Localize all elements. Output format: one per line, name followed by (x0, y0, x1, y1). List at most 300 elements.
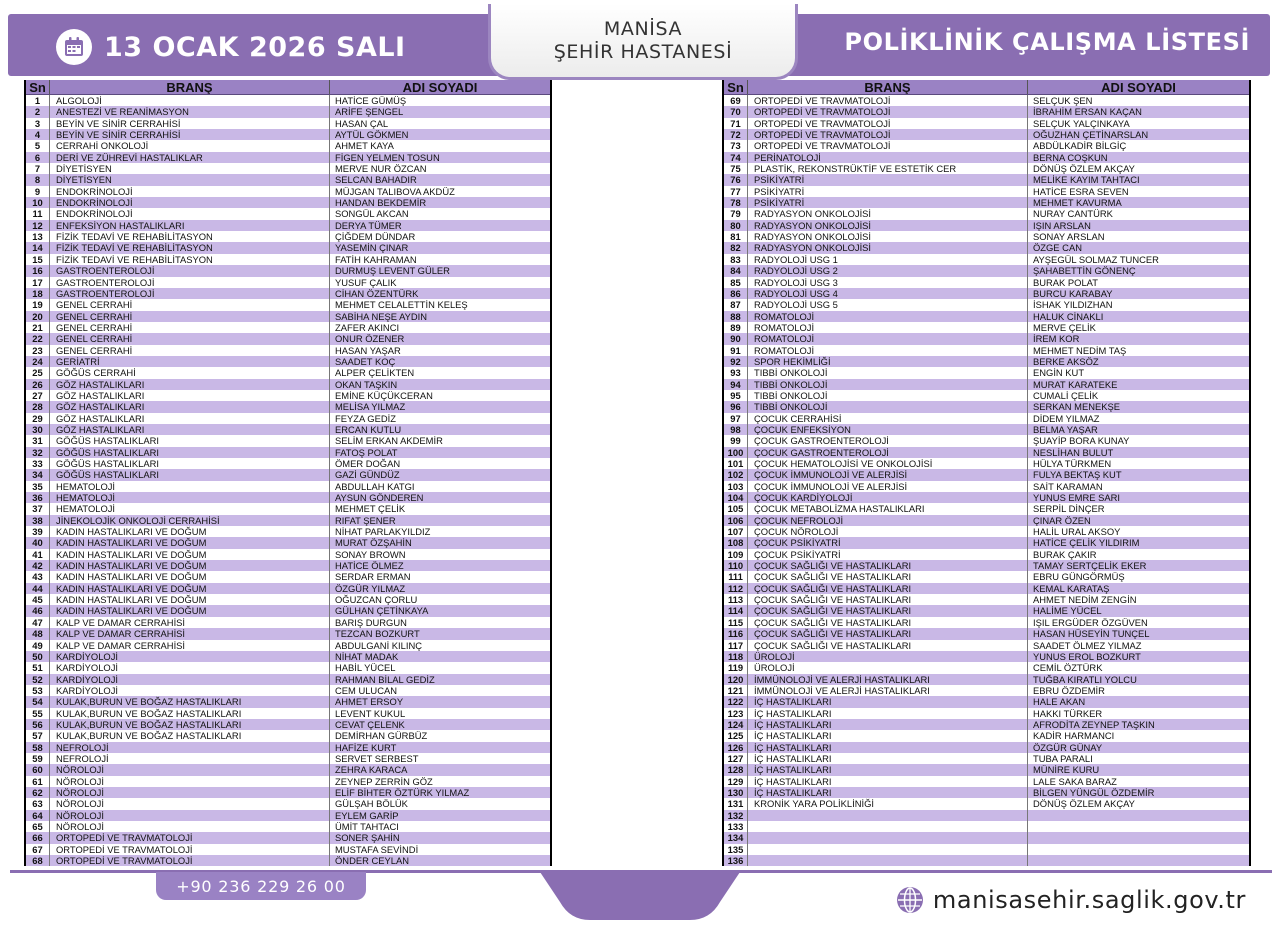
row-adi-soyadi (1028, 844, 1249, 855)
row-sn: 120 (724, 674, 748, 685)
table-header-row (724, 80, 1249, 95)
row-brans: ENDOKRİNOLOJİ (50, 186, 330, 197)
row-adi-soyadi: ÇİĞDEM DÜNDAR (335, 231, 416, 243)
row-brans: ÇOCUK CERRAHİSİ (748, 413, 1028, 424)
row-adi-soyadi: FATİH KAHRAMAN (335, 253, 417, 265)
row-brans: KULAK,BURUN VE BOĞAZ HASTALIKLARI (50, 730, 330, 741)
row-adi-soyadi: MURAT KARATEKE (1033, 378, 1118, 390)
table-row (26, 560, 550, 571)
row-sn: 98 (724, 424, 748, 435)
table-row (26, 333, 550, 344)
table-row (724, 685, 1249, 696)
row-adi-soyadi: HÜLYA TÜRKMEN (1033, 458, 1112, 469)
row-sn: 97 (724, 413, 748, 424)
row-brans: NÖROLOJİ (50, 821, 330, 832)
row-brans: GENEL CERRAHİ (50, 299, 330, 310)
row-adi-soyadi: ERCAN KUTLU (335, 423, 402, 435)
row-adi-soyadi (1028, 810, 1249, 821)
row-sn: 107 (724, 526, 748, 537)
row-adi-soyadi: ÖNDER CEYLAN (335, 855, 409, 867)
row-adi-soyadi: NESLİHAN BULUT (1033, 446, 1114, 458)
row-brans: RADYASYON ONKOLOJİSİ (748, 242, 1028, 253)
row-sn: 83 (724, 254, 748, 265)
row-brans: ÇOCUK SAĞLIĞI VE HASTALIKLARI (748, 628, 1028, 639)
row-brans: ÇOCUK PSİKİYATRİ (748, 537, 1028, 548)
row-sn: 128 (724, 764, 748, 775)
row-adi-soyadi: DERYA TÜMER (335, 219, 402, 231)
table-row (724, 140, 1249, 151)
row-adi-soyadi: MEHMET ÇELİK (335, 503, 406, 515)
table-row (724, 730, 1249, 741)
row-adi-soyadi (1028, 821, 1249, 832)
table-row (26, 458, 550, 469)
footer-center-tab (540, 872, 740, 922)
table-row (724, 481, 1249, 492)
row-brans: NEFROLOJİ (50, 742, 330, 753)
row-sn: 3 (26, 118, 50, 129)
row-adi-soyadi: MURAT ÖZŞAHİN (335, 537, 412, 549)
center-gap (552, 80, 722, 870)
row-sn: 72 (724, 129, 748, 140)
row-brans: ÜROLOJİ (748, 651, 1028, 662)
row-adi-soyadi: YASEMİN ÇINAR (335, 242, 409, 254)
row-brans: KADIN HASTALIKLARI VE DOĞUM (50, 537, 330, 548)
row-sn: 81 (724, 231, 748, 242)
row-brans: ROMATOLOJİ (748, 345, 1028, 356)
table-row (26, 594, 550, 605)
row-adi-soyadi: MERVE NUR ÖZCAN (335, 163, 427, 175)
table-row (26, 764, 550, 775)
row-brans: RADYOLOJİ USG 3 (748, 277, 1028, 288)
row-brans: RADYASYON ONKOLOJİSİ (748, 231, 1028, 242)
row-sn: 6 (26, 152, 50, 163)
row-sn: 16 (26, 265, 50, 276)
row-brans: CERRAHİ ONKOLOJİ (50, 140, 330, 151)
row-brans: KADIN HASTALIKLARI VE DOĞUM (50, 594, 330, 605)
row-brans: FİZİK TEDAVİ VE REHABİLİTASYON (50, 254, 330, 265)
row-adi-soyadi: HASAN ÇAL (335, 117, 389, 129)
row-adi-soyadi: YUSUF ÇALIK (335, 276, 397, 288)
table-row (724, 492, 1249, 503)
row-brans: BEYİN VE SİNİR CERRAHİSİ (50, 129, 330, 140)
table-row (724, 594, 1249, 605)
row-sn: 45 (26, 594, 50, 605)
row-adi-soyadi: BERKE AKSÖZ (1033, 355, 1099, 367)
row-adi-soyadi: SELİM ERKAN AKDEMİR (335, 435, 443, 447)
row-brans: ENFEKSİYON HASTALIKLARI (50, 220, 330, 231)
row-adi-soyadi: ÖZGÜR YILMAZ (335, 582, 406, 594)
table-row (724, 549, 1249, 560)
row-brans: İMMÜNOLOJİ VE ALERJİ HASTALIKLARI (748, 685, 1028, 696)
row-sn: 80 (724, 220, 748, 231)
row-brans: İÇ HASTALIKLARI (748, 696, 1028, 707)
row-sn: 106 (724, 515, 748, 526)
row-adi-soyadi (1028, 832, 1249, 843)
row-sn: 65 (26, 821, 50, 832)
row-brans: KARDİYOLOJİ (50, 674, 330, 685)
row-brans (748, 832, 1028, 843)
row-brans: GÖZ HASTALIKLARI (50, 413, 330, 424)
row-adi-soyadi: IŞIN ARSLAN (1033, 219, 1091, 231)
row-sn: 78 (724, 197, 748, 208)
row-brans: ANESTEZİ VE REANİMASYON (50, 106, 330, 117)
table-row (26, 356, 550, 367)
table-row (724, 583, 1249, 594)
row-adi-soyadi: İBRAHİM ERSAN KAÇAN (1033, 106, 1142, 118)
row-brans: KULAK,BURUN VE BOĞAZ HASTALIKLARI (50, 708, 330, 719)
row-brans: KADIN HASTALIKLARI VE DOĞUM (50, 571, 330, 582)
table-row (26, 730, 550, 741)
row-sn: 79 (724, 208, 748, 219)
table-row (26, 537, 550, 548)
row-brans: GENEL CERRAHİ (50, 311, 330, 322)
row-sn: 116 (724, 628, 748, 639)
row-sn: 90 (724, 333, 748, 344)
row-adi-soyadi: MÜNİRE KURU (1033, 764, 1100, 776)
row-sn: 28 (26, 401, 50, 412)
row-brans: GASTROENTEROLOJİ (50, 288, 330, 299)
table-row (724, 242, 1249, 253)
row-brans: GÖZ HASTALIKLARI (50, 379, 330, 390)
row-adi-soyadi: AHMET NEDİM ZENGİN (1033, 594, 1137, 606)
column-header-sn: Sn (724, 80, 748, 94)
row-sn: 121 (724, 685, 748, 696)
row-sn: 12 (26, 220, 50, 231)
row-brans: KARDİYOLOJİ (50, 685, 330, 696)
row-brans: HEMATOLOJİ (50, 481, 330, 492)
row-brans: GÖĞÜS CERRAHİ (50, 367, 330, 378)
row-adi-soyadi: ŞUAYİP BORA KUNAY (1033, 435, 1130, 447)
row-brans: ÇOCUK SAĞLIĞI VE HASTALIKLARI (748, 583, 1028, 594)
row-adi-soyadi: BARIŞ DURGUN (335, 616, 407, 628)
row-brans: DİYETİSYEN (50, 174, 330, 185)
row-brans: TIBBİ ONKOLOJİ (748, 401, 1028, 412)
row-sn: 110 (724, 560, 748, 571)
row-brans: NÖROLOJİ (50, 787, 330, 798)
table-row (26, 345, 550, 356)
row-sn: 133 (724, 821, 748, 832)
table-row (724, 345, 1249, 356)
row-brans: BEYİN VE SİNİR CERRAHİSİ (50, 118, 330, 129)
row-brans: RADYOLOJİ USG 2 (748, 265, 1028, 276)
table-row (724, 503, 1249, 514)
table-row (26, 605, 550, 616)
row-sn: 103 (724, 481, 748, 492)
table-row (26, 640, 550, 651)
row-brans: NEFROLOJİ (50, 753, 330, 764)
row-sn: 49 (26, 640, 50, 651)
row-brans: GENEL CERRAHİ (50, 322, 330, 333)
row-sn: 23 (26, 345, 50, 356)
row-sn: 87 (724, 299, 748, 310)
row-sn: 117 (724, 640, 748, 651)
table-row (26, 390, 550, 401)
hospital-name-tab (488, 4, 798, 80)
row-sn: 71 (724, 118, 748, 129)
table-row (26, 571, 550, 582)
table-row (26, 424, 550, 435)
row-sn: 34 (26, 469, 50, 480)
row-adi-soyadi: FULYA BEKTAŞ KUT (1033, 469, 1122, 481)
row-adi-soyadi: SAADET ÖLMEZ YILMAZ (1033, 639, 1142, 651)
row-brans: GÖĞÜS HASTALIKLARI (50, 435, 330, 446)
row-sn: 17 (26, 277, 50, 288)
row-sn: 41 (26, 549, 50, 560)
table-row (26, 174, 550, 185)
row-sn: 134 (724, 832, 748, 843)
row-brans: KADIN HASTALIKLARI VE DOĞUM (50, 583, 330, 594)
row-brans: ORTOPEDİ VE TRAVMATOLOJİ (50, 855, 330, 866)
row-brans: TIBBİ ONKOLOJİ (748, 390, 1028, 401)
row-adi-soyadi: HASAN HÜSEYİN TUNÇEL (1033, 628, 1150, 640)
table-row (724, 776, 1249, 787)
row-sn: 132 (724, 810, 748, 821)
table-row (724, 356, 1249, 367)
row-brans: FİZİK TEDAVİ VE REHABİLİTASYON (50, 231, 330, 242)
row-adi-soyadi: SERPİL DİNÇER (1033, 503, 1105, 515)
row-brans: ÇOCUK ENFEKSİYON (748, 424, 1028, 435)
row-adi-soyadi: CEVAT ÇELENK (335, 718, 405, 730)
row-adi-soyadi: ONUR ÖZENER (335, 333, 405, 345)
row-adi-soyadi: HATİCE ÇELİK YILDIRIM (1033, 537, 1140, 549)
table-row (26, 719, 550, 730)
table-row (724, 231, 1249, 242)
row-adi-soyadi: BERNA COŞKUN (1033, 151, 1108, 163)
table-row (26, 696, 550, 707)
row-adi-soyadi: EMİNE KÜÇÜKCERAN (335, 389, 433, 401)
table-row (724, 95, 1249, 106)
row-adi-soyadi: KEMAL KARATAŞ (1033, 582, 1110, 594)
row-adi-soyadi: DİDEM YILMAZ (1033, 412, 1100, 424)
row-adi-soyadi: MEHMET CELALETTİN KELEŞ (335, 299, 468, 311)
row-adi-soyadi: SERDAR ERMAN (335, 571, 411, 583)
row-sn: 114 (724, 605, 748, 616)
row-adi-soyadi: ÜMİT TAHTACI (335, 821, 399, 832)
row-brans: DERİ VE ZÜHREVİ HASTALIKLAR (50, 152, 330, 163)
column-header-sn: Sn (26, 80, 50, 94)
row-sn: 75 (724, 163, 748, 174)
row-adi-soyadi: RIFAT ŞENER (335, 514, 396, 526)
row-sn: 76 (724, 174, 748, 185)
table-row (724, 333, 1249, 344)
table-row (724, 651, 1249, 662)
row-adi-soyadi: BELMA YAŞAR (1033, 423, 1098, 435)
row-sn: 46 (26, 605, 50, 616)
row-brans: KADIN HASTALIKLARI VE DOĞUM (50, 549, 330, 560)
row-brans: RADYASYON ONKOLOJİSİ (748, 220, 1028, 231)
row-brans: NÖROLOJİ (50, 798, 330, 809)
row-brans: ÇOCUK SAĞLIĞI VE HASTALIKLARI (748, 594, 1028, 605)
row-adi-soyadi: DÖNÜŞ ÖZLEM AKÇAY (1033, 798, 1135, 810)
row-sn: 9 (26, 186, 50, 197)
table-body-left (26, 95, 550, 866)
row-sn: 64 (26, 810, 50, 821)
table-row (724, 798, 1249, 809)
row-sn: 66 (26, 832, 50, 843)
row-adi-soyadi: MEHMET NEDİM TAŞ (1033, 344, 1127, 356)
table-row (724, 129, 1249, 140)
table-row (26, 231, 550, 242)
row-adi-soyadi: ZAFER AKINCI (335, 321, 400, 333)
row-brans: KARDİYOLOJİ (50, 651, 330, 662)
table-row (724, 458, 1249, 469)
calendar-icon (56, 29, 92, 65)
row-brans: PLASTİK, REKONSTRÜKTİF VE ESTETİK CER (748, 163, 1028, 174)
table-row (724, 526, 1249, 537)
row-sn: 96 (724, 401, 748, 412)
row-brans: KRONİK YARA POLİKLİNİĞİ (748, 798, 1028, 809)
row-brans: ENDOKRİNOLOJİ (50, 197, 330, 208)
row-adi-soyadi: CEM ULUCAN (335, 684, 397, 696)
row-sn: 135 (724, 844, 748, 855)
row-sn: 115 (724, 617, 748, 628)
table-row (724, 855, 1249, 866)
row-brans: KARDİYOLOJİ (50, 662, 330, 673)
row-sn: 10 (26, 197, 50, 208)
row-sn: 18 (26, 288, 50, 299)
table-row (26, 787, 550, 798)
table-row (724, 311, 1249, 322)
table-row (26, 265, 550, 276)
row-brans: ÇOCUK SAĞLIĞI VE HASTALIKLARI (748, 605, 1028, 616)
row-brans (748, 855, 1028, 866)
row-sn: 95 (724, 390, 748, 401)
table-row (26, 242, 550, 253)
table-row (724, 197, 1249, 208)
table-row (26, 821, 550, 832)
row-adi-soyadi: GAZİ GÜNDÜZ (335, 469, 400, 481)
row-sn: 59 (26, 753, 50, 764)
table-row (724, 810, 1249, 821)
row-sn: 11 (26, 208, 50, 219)
row-sn: 60 (26, 764, 50, 775)
row-adi-soyadi: ZEHRA KARACA (335, 764, 408, 776)
row-sn: 105 (724, 503, 748, 514)
row-sn: 7 (26, 163, 50, 174)
table-row (724, 174, 1249, 185)
row-sn: 85 (724, 277, 748, 288)
row-brans: FİZİK TEDAVİ VE REHABİLİTASYON (50, 242, 330, 253)
table-row (724, 821, 1249, 832)
row-adi-soyadi: İSHAK YILDIZHAN (1033, 299, 1113, 311)
row-adi-soyadi: SERKAN MENEKŞE (1033, 401, 1121, 413)
row-brans: ÇOCUK GASTROENTEROLOJİ (748, 435, 1028, 446)
table-row (724, 696, 1249, 707)
table-row (26, 311, 550, 322)
table-row (26, 95, 550, 106)
row-brans: KALP VE DAMAR CERRAHİSİ (50, 628, 330, 639)
table-row (26, 401, 550, 412)
row-brans (748, 810, 1028, 821)
row-adi-soyadi: NİHAT MADAK (335, 650, 399, 662)
row-adi-soyadi: SELÇUK ŞEN (1033, 95, 1093, 106)
row-adi-soyadi: HALİL URAL AKSOY (1033, 526, 1121, 538)
table-row (724, 742, 1249, 753)
row-brans: GÖĞÜS HASTALIKLARI (50, 447, 330, 458)
table-row (26, 526, 550, 537)
row-brans: ENDOKRİNOLOJİ (50, 208, 330, 219)
row-brans: GÖĞÜS HASTALIKLARI (50, 469, 330, 480)
row-adi-soyadi: SAİT KARAMAN (1033, 480, 1103, 492)
row-sn: 61 (26, 776, 50, 787)
row-sn: 15 (26, 254, 50, 265)
row-sn: 29 (26, 413, 50, 424)
row-sn: 113 (724, 594, 748, 605)
row-brans: ÇOCUK İMMUNOLOJİ VE ALERJİSİ (748, 469, 1028, 480)
table-header-row (26, 80, 550, 95)
row-sn: 89 (724, 322, 748, 333)
column-header-adi-soyadi: ADI SOYADI (402, 80, 478, 94)
table-row (724, 152, 1249, 163)
table-row (724, 640, 1249, 651)
row-sn: 136 (724, 855, 748, 866)
row-adi-soyadi: AHMET KAYA (335, 140, 394, 152)
table-row (724, 753, 1249, 764)
row-brans: RADYOLOJİ USG 5 (748, 299, 1028, 310)
row-sn: 57 (26, 730, 50, 741)
row-sn: 118 (724, 651, 748, 662)
row-brans: NÖROLOJİ (50, 764, 330, 775)
row-sn: 131 (724, 798, 748, 809)
table-row (26, 651, 550, 662)
table-row (26, 844, 550, 855)
table-row (26, 481, 550, 492)
row-adi-soyadi: MEHMET KAVURMA (1033, 197, 1122, 209)
row-brans: PSİKİYATRİ (748, 174, 1028, 185)
row-sn: 93 (724, 367, 748, 378)
row-sn: 67 (26, 844, 50, 855)
website-link[interactable] (895, 884, 1246, 916)
row-adi-soyadi: SONAY ARSLAN (1033, 231, 1105, 243)
row-adi-soyadi: TUĞBA KIRATLI YOLCU (1033, 673, 1137, 685)
row-sn: 91 (724, 345, 748, 356)
table-row (724, 674, 1249, 685)
table-row (724, 662, 1249, 673)
row-sn: 32 (26, 447, 50, 458)
table-row (724, 288, 1249, 299)
table-row (724, 719, 1249, 730)
table-row (26, 129, 550, 140)
row-sn: 102 (724, 469, 748, 480)
row-adi-soyadi: EYLEM GARİP (335, 809, 399, 821)
row-sn: 126 (724, 742, 748, 753)
row-adi-soyadi: ARİFE ŞENGEL (335, 106, 404, 118)
row-adi-soyadi: AYSUN GÖNDEREN (335, 492, 424, 504)
row-sn: 51 (26, 662, 50, 673)
row-adi-soyadi: LEVENT KUKUL (335, 707, 406, 719)
table-row (724, 447, 1249, 458)
row-sn: 111 (724, 571, 748, 582)
row-sn: 86 (724, 288, 748, 299)
table-row (26, 832, 550, 843)
table-row (724, 208, 1249, 219)
row-sn: 62 (26, 787, 50, 798)
row-sn: 63 (26, 798, 50, 809)
row-sn: 82 (724, 242, 748, 253)
row-sn: 129 (724, 776, 748, 787)
row-adi-soyadi: LALE SAKA BARAZ (1033, 775, 1117, 787)
table-row (26, 810, 550, 821)
table-row (26, 708, 550, 719)
row-brans: DİYETİSYEN (50, 163, 330, 174)
row-adi-soyadi: IŞIL ERGÜDER ÖZGÜVEN (1033, 616, 1148, 628)
row-brans: ÇOCUK GASTROENTEROLOJİ (748, 447, 1028, 458)
row-brans: JİNEKOLOJİK ONKOLOJİ CERRAHİSİ (50, 515, 330, 526)
row-adi-soyadi: BURAK POLAT (1033, 276, 1098, 288)
table-row (724, 515, 1249, 526)
row-brans: ÇOCUK SAĞLIĞI VE HASTALIKLARI (748, 640, 1028, 651)
row-sn: 47 (26, 617, 50, 628)
